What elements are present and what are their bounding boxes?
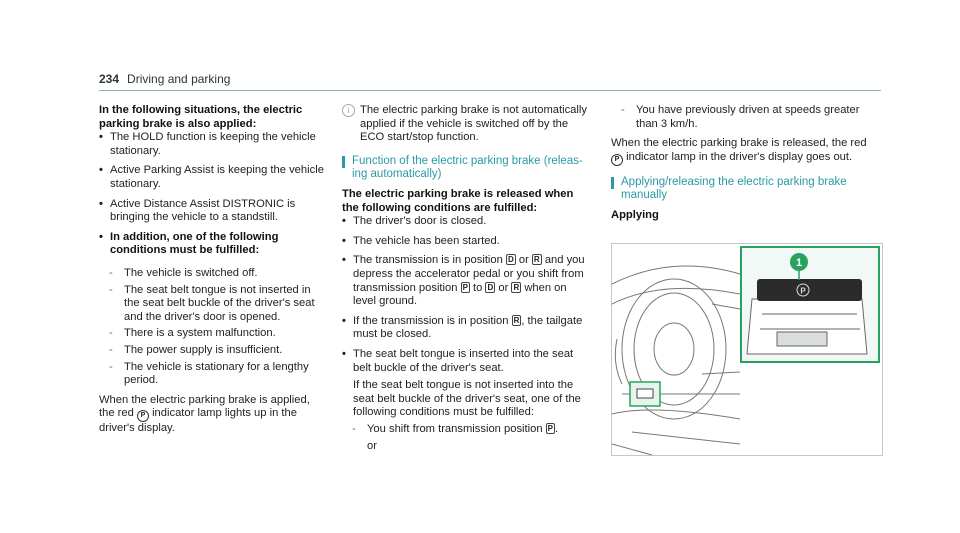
list-text: to	[473, 281, 483, 294]
section-heading: Applying	[611, 208, 659, 221]
sub-list-item: - You have previously driven at speeds greater than 3 km/h.	[611, 104, 881, 131]
column-right	[611, 104, 881, 223]
note-text: The electric parking brake is not automatically applied if the vehicle is switched off by the ECO start/stop function.	[360, 104, 587, 144]
gear-r-icon: R	[513, 315, 520, 325]
list-item: • The HOLD function is keeping the vehicle stationary.	[99, 131, 327, 158]
list-item	[342, 315, 592, 342]
list-item: • Active Distance Assist DISTRONIC is bringing the vehicle to a standstill.	[99, 198, 327, 225]
list-text: or	[498, 281, 509, 294]
parking-brake-icon: P	[611, 154, 623, 166]
list-item: • The driver's door is closed.	[342, 215, 592, 229]
list-item-extra: If the seat belt tongue is not inserted into the seat belt buckle of the driver's seat, one of the following conditions must be fulfilled:	[353, 379, 581, 419]
list-text: If the transmission is in position	[353, 314, 509, 327]
sub-list-item: - The seat belt tongue is not inserted in the seat belt buckle of the driver's seat and the driver's door is opened.	[99, 284, 327, 325]
paragraph-text: When the electric parking brake is applied, the red	[99, 393, 310, 420]
paragraph	[611, 137, 881, 166]
svg-text:P: P	[800, 286, 806, 296]
section-heading: In the following situations, the electric parking brake is also applied:	[99, 104, 303, 130]
column-middle	[342, 104, 592, 454]
info-icon: i	[342, 104, 355, 117]
sub-list-item: - The vehicle is switched off.	[99, 267, 327, 281]
gear-r-icon: R	[513, 282, 520, 292]
list-item	[342, 254, 592, 308]
list-item: • Active Parking Assist is keeping the vehicle stationary.	[99, 164, 327, 191]
page-number: 234	[99, 72, 120, 86]
gear-r-icon: R	[533, 255, 540, 265]
parking-brake-illustration	[611, 243, 883, 456]
list-text: when on level ground.	[353, 281, 567, 308]
list-item: • The vehicle has been started.	[342, 235, 592, 249]
section-heading: The electric parking brake is released when the following conditions are fulfilled:	[342, 187, 574, 214]
callout-number: 1	[795, 257, 803, 269]
paragraph	[99, 394, 327, 436]
list-item: • The seat belt tongue is inserted into the seat belt buckle of the driver's seat.	[342, 348, 592, 375]
page-header	[99, 72, 230, 86]
section-title: Applying/releasing the electric parking brake manually	[611, 176, 881, 203]
paragraph-text: indicator lamp lights up in the driver's display.	[99, 407, 297, 435]
list-text: .	[555, 422, 559, 435]
column-left	[99, 104, 327, 436]
or-text: or	[367, 440, 377, 453]
sub-list-item: - The vehicle is stationary for a lengthy period.	[99, 361, 327, 388]
paragraph-text: indicator lamp in the driver's display goes out.	[626, 150, 853, 163]
sub-list-item: - There is a system malfunction.	[99, 327, 327, 341]
gear-p-icon: P	[462, 282, 468, 292]
note	[342, 104, 592, 145]
sub-list-item: - The power supply is insufficient.	[99, 344, 327, 358]
sub-list-item	[342, 423, 592, 437]
gear-d-icon: D	[507, 255, 514, 265]
list-text: and you depress the accelerator pedal or you shift from transmission position	[353, 254, 585, 294]
header-divider	[99, 90, 881, 91]
section-name: Driving and parking	[127, 72, 231, 86]
dashboard-drawing	[612, 244, 882, 455]
gear-p-icon: P	[547, 423, 554, 433]
list-text: The transmission is in position	[353, 254, 503, 267]
list-text: You shift from transmission position	[367, 422, 543, 435]
paragraph-text: When the electric parking brake is released, the red	[611, 137, 867, 150]
parking-brake-icon: P	[137, 410, 149, 422]
section-title: Function of the electric parking brake (releasing automatically)	[342, 155, 592, 182]
list-item-bold: • In addition, one of the following conditions must be fulfilled:	[99, 231, 327, 258]
list-text: or	[518, 254, 529, 267]
gear-d-icon: D	[487, 282, 494, 292]
list-text: , the tailgate must be closed.	[353, 314, 583, 341]
